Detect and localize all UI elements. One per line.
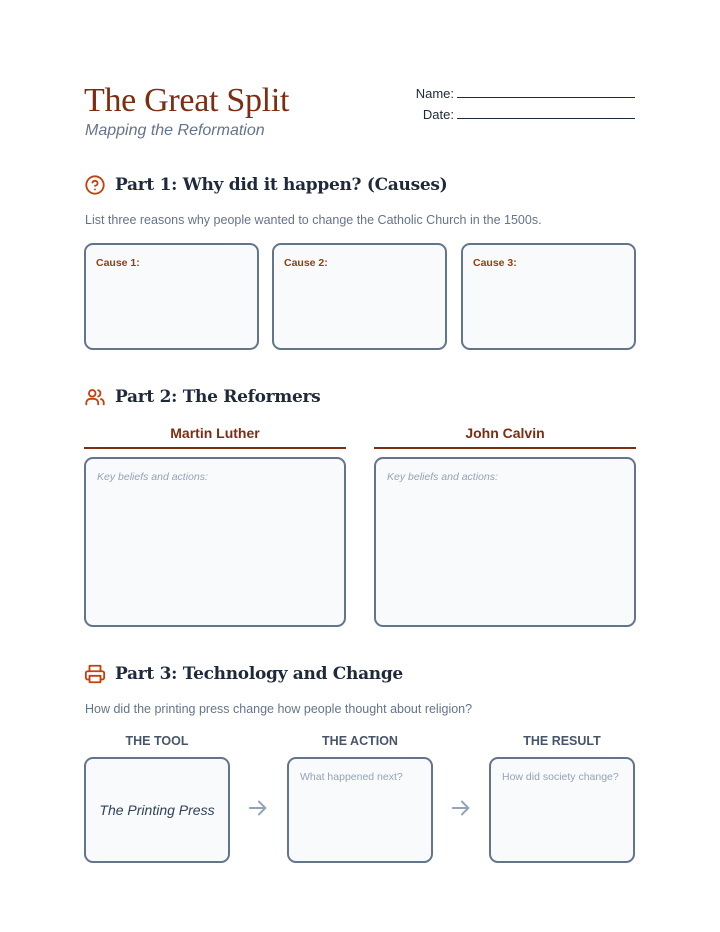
reformer-name-luther: Martin Luther: [170, 425, 260, 441]
question-circle-icon: [84, 174, 106, 196]
part3-header: [84, 663, 403, 685]
tool-name: The Printing Press: [99, 802, 215, 818]
action-prompt: What happened next?: [300, 771, 403, 783]
column-heading-tool: THE TOOL: [125, 734, 189, 748]
part1-heading: Part 1: Why did it happen? (Causes): [115, 175, 448, 195]
worksheet-title: The Great Split: [84, 82, 290, 119]
date-field[interactable]: [457, 118, 635, 119]
action-box[interactable]: [287, 757, 433, 863]
column-heading-action: THE ACTION: [322, 734, 398, 748]
cause-box-1[interactable]: [84, 243, 259, 350]
name-field[interactable]: [457, 97, 635, 98]
reformer-divider: [84, 447, 346, 449]
reformer-name-calvin: John Calvin: [465, 425, 545, 441]
reformer-box-luther[interactable]: [84, 457, 346, 627]
tool-box: [84, 757, 230, 863]
cause-box-2[interactable]: [272, 243, 447, 350]
cause-label: Cause 2:: [284, 257, 328, 269]
part1-instruction: List three reasons why people wanted to change the Catholic Church in the 1500s.: [85, 213, 542, 227]
cause-box-3[interactable]: [461, 243, 636, 350]
cause-label: Cause 1:: [96, 257, 140, 269]
cause-label: Cause 3:: [473, 257, 517, 269]
name-label: Name:: [415, 86, 454, 101]
reformer-prompt: Key beliefs and actions:: [97, 471, 208, 483]
part3-instruction: How did the printing press change how people thought about religion?: [85, 702, 473, 716]
reformer-prompt: Key beliefs and actions:: [387, 471, 498, 483]
worksheet-subtitle: Mapping the Reformation: [85, 122, 265, 139]
part3-heading: Part 3: Technology and Change: [115, 664, 403, 684]
users-icon: [84, 386, 106, 408]
part1-header: [84, 174, 447, 196]
result-prompt: How did society change?: [502, 771, 619, 783]
reformer-box-calvin[interactable]: [374, 457, 636, 627]
part2-heading: Part 2: The Reformers: [115, 387, 321, 407]
printer-icon: [84, 663, 106, 685]
arrow-right-icon: [450, 797, 472, 819]
date-label: Date:: [422, 107, 454, 122]
column-heading-result: THE RESULT: [523, 734, 601, 748]
result-box[interactable]: [489, 757, 635, 863]
arrow-right-icon: [247, 797, 269, 819]
part2-header: [84, 386, 320, 408]
reformer-divider: [374, 447, 636, 449]
